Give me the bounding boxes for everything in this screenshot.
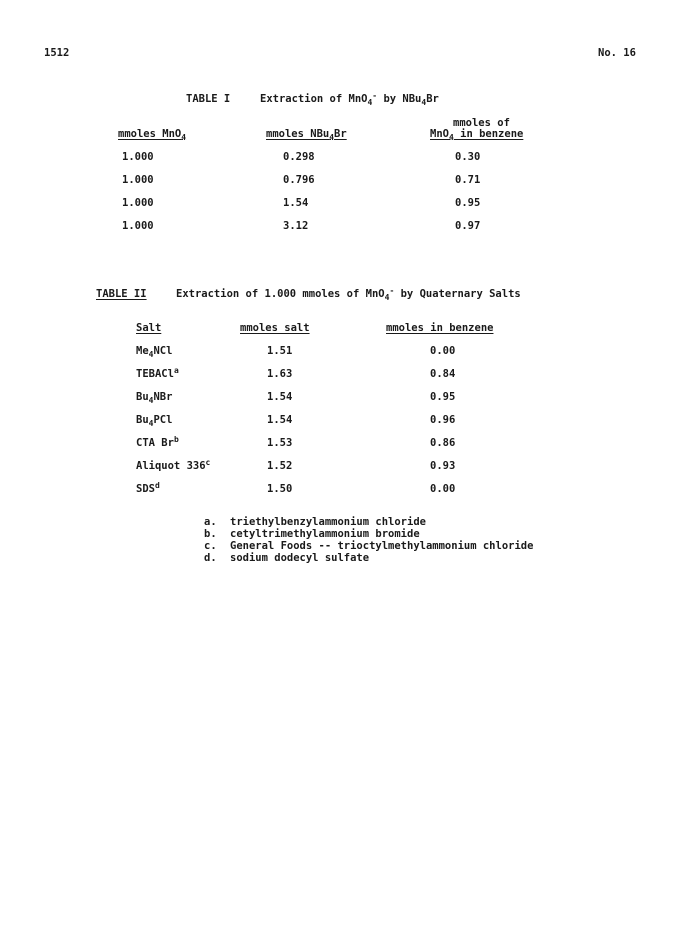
table-cell: 1.000: [122, 197, 154, 209]
table1-label: TABLE I: [186, 93, 231, 105]
table2-salt-name: $Me_4NCl$: [136, 345, 173, 359]
issue-number: No. 16: [598, 47, 636, 59]
table2-salt-name: Aliquot 336$^c$: [136, 458, 211, 472]
footnote-key: d.: [204, 552, 217, 564]
table-cell: 0.93: [430, 460, 456, 472]
footnote-key: b.: [204, 528, 217, 540]
table-cell: 0.97: [455, 220, 481, 232]
table-cell: 1.54: [267, 414, 293, 426]
table-cell: 0.796: [283, 174, 315, 186]
footnote-text: cetyltrimethylammonium bromide: [230, 528, 420, 540]
table-cell: 0.298: [283, 151, 315, 163]
table-cell: 1.63: [267, 368, 293, 380]
table-cell: 0.00: [430, 345, 456, 357]
table-cell: 1.51: [267, 345, 293, 357]
footnote-text: sodium dodecyl sulfate: [230, 552, 370, 564]
table1-col-benzene-line1: mmoles of: [453, 117, 510, 129]
table1-col-mno4: mmoles MnO$_4$: [118, 128, 187, 142]
table2-salt-name: SDS$^d$: [136, 481, 160, 495]
footnote: [204, 540, 533, 552]
footnotes: [204, 516, 533, 564]
table-cell: 3.12: [283, 220, 309, 232]
footnote-key: c.: [204, 540, 217, 552]
footnote-key: a.: [204, 516, 217, 528]
table-cell: 0.71: [455, 174, 481, 186]
table-cell: 0.00: [430, 483, 456, 495]
table2-col-mmoles-salt: mmoles salt: [240, 322, 310, 334]
table1-caption: Extraction of MnO$_4$- by NBu$_4$Br: [260, 91, 439, 107]
footnote: [204, 552, 533, 564]
table-cell: 1.54: [283, 197, 309, 209]
table-cell: 0.95: [455, 197, 481, 209]
table-cell: 1.000: [122, 151, 154, 163]
table2-col-salt: Salt: [136, 322, 162, 334]
table2-salt-name: CTA Br$^b$: [136, 435, 179, 449]
footnote: [204, 528, 533, 540]
table-cell: 1.54: [267, 391, 293, 403]
table-cell: 0.84: [430, 368, 456, 380]
table2-caption: Extraction of 1.000 mmoles of MnO$_4$- by Quaternary Salts: [176, 286, 521, 302]
footnote: [204, 516, 533, 528]
table2-label: TABLE II: [96, 288, 147, 300]
table1-col-benzene: MnO$_4$ in benzene: [430, 128, 524, 142]
table-cell: 0.86: [430, 437, 456, 449]
table2-salt-name: TEBACl$^a$: [136, 366, 179, 380]
table-cell: 1.000: [122, 220, 154, 232]
footnote-text: General Foods -- trioctylmethylammonium chloride: [230, 540, 534, 552]
table2-salt-name: $Bu_4NBr$: [136, 391, 173, 405]
table-cell: 1.50: [267, 483, 293, 495]
table-cell: 0.96: [430, 414, 456, 426]
table2-col-mmoles-benzene: mmoles in benzene: [386, 322, 494, 334]
table-cell: 0.95: [430, 391, 456, 403]
table1-col-nbu4br: mmoles NBu$_4$Br: [266, 128, 347, 142]
table-cell: 1.000: [122, 174, 154, 186]
table2-salt-name: $Bu_4PCl$: [136, 414, 173, 428]
table-cell: 0.30: [455, 151, 481, 163]
page-number: 1512: [44, 47, 70, 59]
table-cell: 1.53: [267, 437, 293, 449]
table-cell: 1.52: [267, 460, 293, 472]
footnote-text: triethylbenzylammonium chloride: [230, 516, 426, 528]
